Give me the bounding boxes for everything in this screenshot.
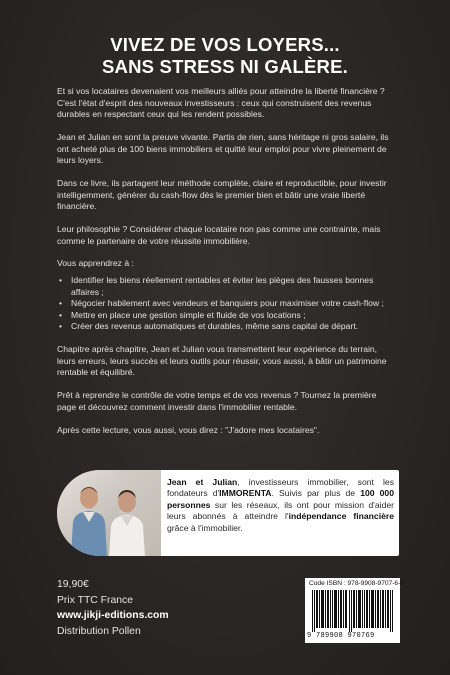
author-box: [57, 470, 399, 556]
blurb-paragraph: Dans ce livre, ils partagent leur méthode complète, claire et reproductible, pour investir intelligemment, générer du cash-flow dès le premier bien et bâtir une vraie liberté financière.: [57, 177, 387, 212]
author-bio: [167, 477, 394, 534]
blurb-paragraph: Leur philosophie ? Considérer chaque locataire non pas comme une contrainte, mais comme le partenaire de votre réussite immobilière.: [57, 223, 381, 246]
blurb-paragraph: Jean et Julian en sont la preuve vivante. Partis de rien, sans héritage ni gros salaire, ils ont acheté plus de 100 biens immobiliers et quitté leur emploi pour vivre pleinement de leurs loyers.: [57, 131, 389, 166]
authors-photo-illustration: [57, 470, 161, 556]
list-item: • Créer des revenus automatiques et durables, même sans capital de départ.: [57, 321, 397, 333]
follower-count: 100 000 personnes: [167, 488, 394, 510]
list-item: • Négocier habilement avec vendeurs et banquiers pour maximiser votre cash-flow ;: [57, 298, 397, 310]
goal-text: indépendance financière: [288, 511, 394, 522]
barcode-icon: [312, 590, 394, 632]
blurb-paragraph: Chapitre après chapitre, Jean et Julian vous transmettent leur expérience du terrain, leurs erreurs, leurs succès et leurs outils pour réussir, vous aussi, à bâtir un patrimoine rentable et équilibré.: [57, 344, 387, 378]
isbn-barcode-box: [305, 578, 404, 643]
barcode-digits: 9 789908 970769: [307, 632, 375, 640]
author-bio-text: . Suivis par plus de: [271, 488, 361, 499]
author-names: Jean et Julian: [167, 477, 238, 487]
list-item: • Mettre en place une gestion simple et fluide de vos locations ;: [57, 310, 397, 322]
headline-line-2: SANS STRESS NI GALÈRE.: [102, 56, 348, 77]
blurb-paragraph: Après cette lecture, vous aussi, vous direz : "J'adore mes locataires".: [57, 424, 320, 435]
distributor: Distribution Pollen: [57, 625, 141, 637]
brand-name: IMMORENTA: [219, 488, 272, 499]
price-block: [57, 577, 257, 639]
author-bio-text: , investisseurs immobilier, sont les fondateurs d': [167, 477, 395, 499]
price: 19,90€: [57, 579, 89, 590]
price-tax-note: Prix TTC France: [57, 594, 134, 606]
blurb-paragraph: Et si vos locataires devenaient vos meilleurs alliés pour atteindre la liberté financière ? C'est l'état d'esprit des nouveaux investisseurs : ceux qui construisent des revenus durables en respectant ceux qui les rendent possibles.: [57, 86, 385, 120]
author-bio-text: sur les réseaux, ils ont pour mission d'aider leurs abonnés à atteindre l': [167, 499, 394, 522]
headline-line-1: VIVEZ DE VOS LOYERS...: [110, 34, 340, 55]
learn-list: [57, 275, 397, 333]
author-photo: [57, 470, 161, 556]
author-bio-text: grâce à l'immobilier.: [167, 522, 243, 533]
learn-intro: Vous apprendrez à :: [57, 258, 134, 269]
back-cover-headline: [0, 34, 450, 78]
list-item: • Identifier les biens réellement rentables et éviter les pièges des fausses bonnes affaires ;: [57, 275, 397, 298]
isbn-label: Code ISBN : 978-9908-9707-6-9: [309, 580, 404, 587]
blurb: [57, 86, 397, 447]
publisher-website[interactable]: www.jikji-editions.com: [57, 610, 169, 622]
blurb-paragraph: Prêt à reprendre le contrôle de votre temps et de vos revenus ? Tournez la première page et découvrez comment investir dans l'immobilier rentable.: [57, 390, 377, 412]
